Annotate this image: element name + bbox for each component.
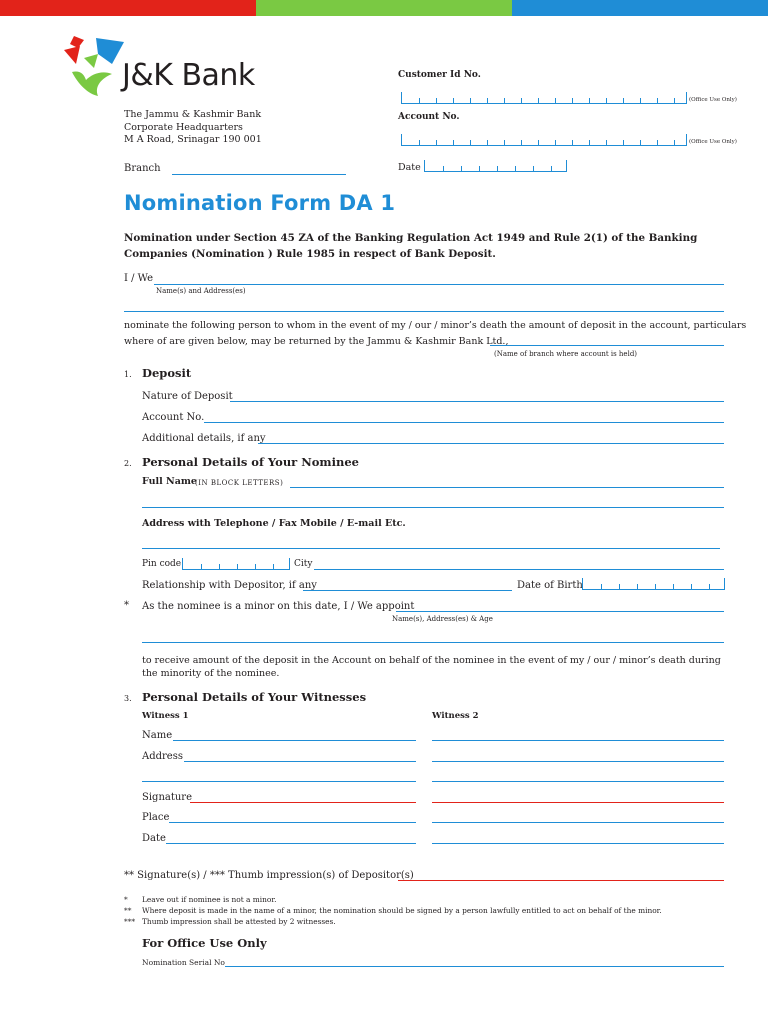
account-field[interactable] xyxy=(204,422,724,423)
full-name-field-2[interactable] xyxy=(142,507,724,508)
date-label: Date xyxy=(398,162,421,173)
witness-1-address-field-2[interactable] xyxy=(142,781,416,782)
depositor-signature-label: ** Signature(s) / *** Thumb impression(s) of Depositor(s) xyxy=(124,870,414,881)
names-field[interactable] xyxy=(154,284,724,285)
address-heading: Address with Telephone / Fax Mobile / E-mail Etc. xyxy=(142,518,406,529)
guardian-note: Name(s), Address(es) & Age xyxy=(392,615,493,623)
block-letters-note: (IN BLOCK LETTERS) xyxy=(195,479,284,487)
top-color-bar xyxy=(0,0,768,16)
address-line: M A Road, Srinagar 190 001 xyxy=(124,134,262,145)
branch-name-field[interactable] xyxy=(490,345,724,346)
witness-2-signature-field[interactable] xyxy=(432,802,724,803)
top-bar-red xyxy=(0,0,256,16)
witnesses-heading: Personal Details of Your Witnesses xyxy=(142,690,367,704)
additional-label: Additional details, if any xyxy=(142,433,266,444)
witness-address-label: Address xyxy=(142,751,183,762)
deposit-heading: Deposit xyxy=(142,366,192,380)
pin-field[interactable] xyxy=(182,558,290,570)
top-bar-blue xyxy=(512,0,768,16)
nature-field[interactable] xyxy=(230,401,724,402)
relationship-label: Relationship with Depositor, if any xyxy=(142,580,317,591)
footnote-text: Thumb impression shall be attested by 2 witnesses. xyxy=(142,917,336,926)
bank-logo-icon xyxy=(58,34,130,100)
address-line: Corporate Headquarters xyxy=(124,121,243,133)
witness-signature-label: Signature xyxy=(142,792,193,803)
depositor-signature-field[interactable] xyxy=(398,880,724,881)
names-field-2[interactable] xyxy=(124,311,724,312)
receive-text-2: the minority of the nominee. xyxy=(142,668,280,679)
minor-star: * xyxy=(124,600,129,611)
footnote-text: Where deposit is made in the name of a minor, the nomination should be signed by a person lawfully entitled to act on behalf of the minor. xyxy=(142,906,662,915)
witness-2-date-field[interactable] xyxy=(432,843,724,844)
account-label: Account No. xyxy=(142,412,205,423)
form-subtitle-line-2: Companies (Nomination ) Rule 1985 in respect of Bank Deposit. xyxy=(124,248,496,260)
branch-field[interactable] xyxy=(172,174,346,175)
form-subtitle-line-1: Nomination under Section 45 ZA of the Banking Regulation Act 1949 and Rule 2(1) of the Banking xyxy=(124,232,698,244)
office-use-note: (Office Use Only) xyxy=(689,139,737,145)
account-no-label: Account No. xyxy=(398,112,460,122)
witness-1-signature-field[interactable] xyxy=(190,802,416,803)
witness-1-date-field[interactable] xyxy=(166,843,416,844)
nominee-heading: Personal Details of Your Nominee xyxy=(142,455,359,469)
full-name-field[interactable] xyxy=(290,487,724,488)
witness-1-place-field[interactable] xyxy=(169,822,416,823)
witness-2-label: Witness 2 xyxy=(432,711,479,721)
nominate-text-1: nominate the following person to whom in the event of my / our / minor’s death the amount of deposit in the account, particulars xyxy=(124,320,747,331)
nature-label: Nature of Deposit xyxy=(142,391,233,402)
section-number: 3. xyxy=(124,694,132,703)
i-we-label: I / We xyxy=(124,273,154,284)
branch-name-note: (Name of branch where account is held) xyxy=(494,350,638,358)
dob-label: Date of Birth xyxy=(517,580,583,591)
witness-place-label: Place xyxy=(142,812,170,823)
section-number: 2. xyxy=(124,459,132,468)
witness-date-label: Date xyxy=(142,833,166,844)
date-field[interactable] xyxy=(424,160,567,172)
witness-2-address-field[interactable] xyxy=(432,761,724,762)
customer-id-field[interactable] xyxy=(401,92,687,104)
witness-2-place-field[interactable] xyxy=(432,822,724,823)
pin-label: Pin code xyxy=(142,559,182,569)
witness-2-name-field[interactable] xyxy=(432,740,724,741)
witness-2-address-field-2[interactable] xyxy=(432,781,724,782)
witness-1-address-field[interactable] xyxy=(184,761,416,762)
witness-name-label: Name xyxy=(142,730,173,741)
account-no-field[interactable] xyxy=(401,134,687,146)
serial-field[interactable] xyxy=(225,966,724,967)
relationship-field[interactable] xyxy=(303,590,512,591)
top-bar-green xyxy=(256,0,512,16)
dob-field[interactable] xyxy=(582,578,725,590)
section-number: 1. xyxy=(124,370,132,379)
full-name-label: Full Name xyxy=(142,476,197,487)
office-use-note: (Office Use Only) xyxy=(689,97,737,103)
receive-text-1: to receive amount of the deposit in the Account on behalf of the nominee in the event of my / our / minor’s death during xyxy=(142,655,721,666)
nominate-text-2: where of are given below, may be returned by the Jammu & Kashmir Bank Ltd., xyxy=(124,336,509,347)
city-label: City xyxy=(294,559,313,569)
witness-1-name-field[interactable] xyxy=(173,740,416,741)
minor-label: As the nominee is a minor on this date, I / We appoint xyxy=(142,601,415,612)
serial-label: Nomination Serial No xyxy=(142,958,225,967)
office-use-heading: For Office Use Only xyxy=(142,936,267,950)
customer-id-label: Customer Id No. xyxy=(398,70,481,80)
additional-field[interactable] xyxy=(258,443,724,444)
footnote-mark: *** xyxy=(124,917,136,926)
bank-name: J&K Bank xyxy=(122,58,255,93)
footnote-text: Leave out if nominee is not a minor. xyxy=(142,895,277,904)
footnote-mark: ** xyxy=(124,906,132,915)
city-field[interactable] xyxy=(314,569,724,570)
guardian-field[interactable] xyxy=(396,611,724,612)
names-note: Name(s) and Address(es) xyxy=(156,287,246,295)
address-line: The Jammu & Kashmir Bank xyxy=(124,109,262,120)
address-field[interactable] xyxy=(142,548,720,549)
witness-1-label: Witness 1 xyxy=(142,711,189,721)
guardian-field-2[interactable] xyxy=(142,642,724,643)
branch-label: Branch xyxy=(124,163,161,174)
bank-address xyxy=(124,109,262,147)
footnote-mark: * xyxy=(124,895,128,904)
form-title: Nomination Form DA 1 xyxy=(124,191,396,215)
